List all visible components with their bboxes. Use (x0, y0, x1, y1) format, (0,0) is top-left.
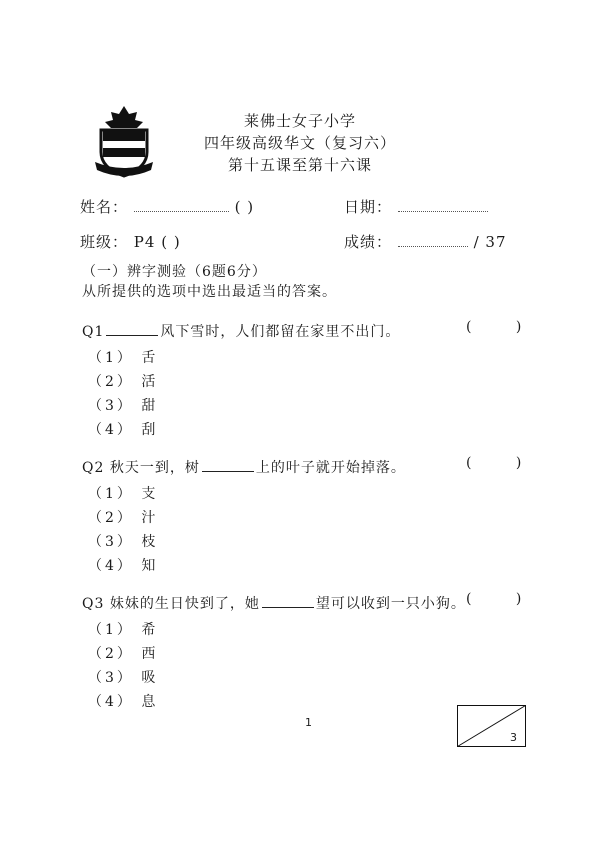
question-number: Q1 (82, 324, 105, 340)
score-total: / 37 (473, 233, 507, 251)
option-item[interactable]: （4） 刮 (88, 422, 159, 438)
question-1: Q1 风下雪时，人们都留在家里不出门。 (82, 324, 401, 340)
name-field (80, 196, 254, 217)
answer-blank[interactable] (202, 459, 254, 472)
option-item[interactable]: （1） 支 (88, 486, 159, 502)
option-item[interactable]: （3） 吸 (88, 670, 159, 686)
answer-blank[interactable] (262, 595, 314, 608)
score-label: 成绩： (344, 233, 393, 251)
option-item[interactable]: （2） 汁 (88, 510, 159, 526)
question-number: Q2 (82, 460, 105, 476)
option-item[interactable]: （4） 息 (88, 694, 159, 710)
answer-paren-3[interactable]: ( ) (466, 591, 542, 607)
marks-value: 3 (510, 731, 517, 744)
school-name: 莱佛士女子小学 (243, 112, 356, 130)
option-item[interactable]: （4） 知 (88, 558, 159, 574)
name-label: 姓名： (80, 198, 129, 216)
class-label: 班级： (80, 233, 129, 251)
class-value: P4 ( ) (133, 233, 181, 251)
option-item[interactable]: （1） 希 (88, 622, 159, 638)
question-3: Q3 妹妹的生日快到了，她 望可以收到一只小狗。 (82, 596, 466, 612)
option-item[interactable]: （3） 甜 (88, 398, 159, 414)
date-blank[interactable] (398, 197, 488, 212)
date-label: 日期： (344, 198, 393, 216)
date-field (344, 196, 488, 217)
option-item[interactable]: （2） 西 (88, 646, 159, 662)
section-instruction: 从所提供的选项中选出最适当的答案。 (82, 284, 337, 300)
score-blank[interactable] (398, 232, 468, 247)
section-title: （一）辨字测验（6题6分） (82, 264, 267, 280)
lesson-range: 第十五课至第十六课 (227, 156, 372, 174)
question-2: Q2 秋天一到，树 上的叶子就开始掉落。 (82, 460, 406, 476)
answer-blank[interactable] (106, 323, 158, 336)
name-blank[interactable] (134, 197, 229, 212)
name-paren: ( ) (234, 198, 255, 216)
question-number: Q3 (82, 596, 105, 612)
score-field (344, 231, 507, 252)
option-item[interactable]: （1） 舌 (88, 350, 159, 366)
page-number: 1 (305, 716, 312, 729)
class-field (80, 231, 181, 252)
class-subject: 四年级高级华文（复习六） (203, 134, 396, 152)
answer-paren-2[interactable]: ( ) (466, 455, 542, 471)
option-item[interactable]: （3） 枝 (88, 534, 159, 550)
answer-paren-1[interactable]: ( ) (466, 319, 542, 335)
option-item[interactable]: （2） 活 (88, 374, 159, 390)
